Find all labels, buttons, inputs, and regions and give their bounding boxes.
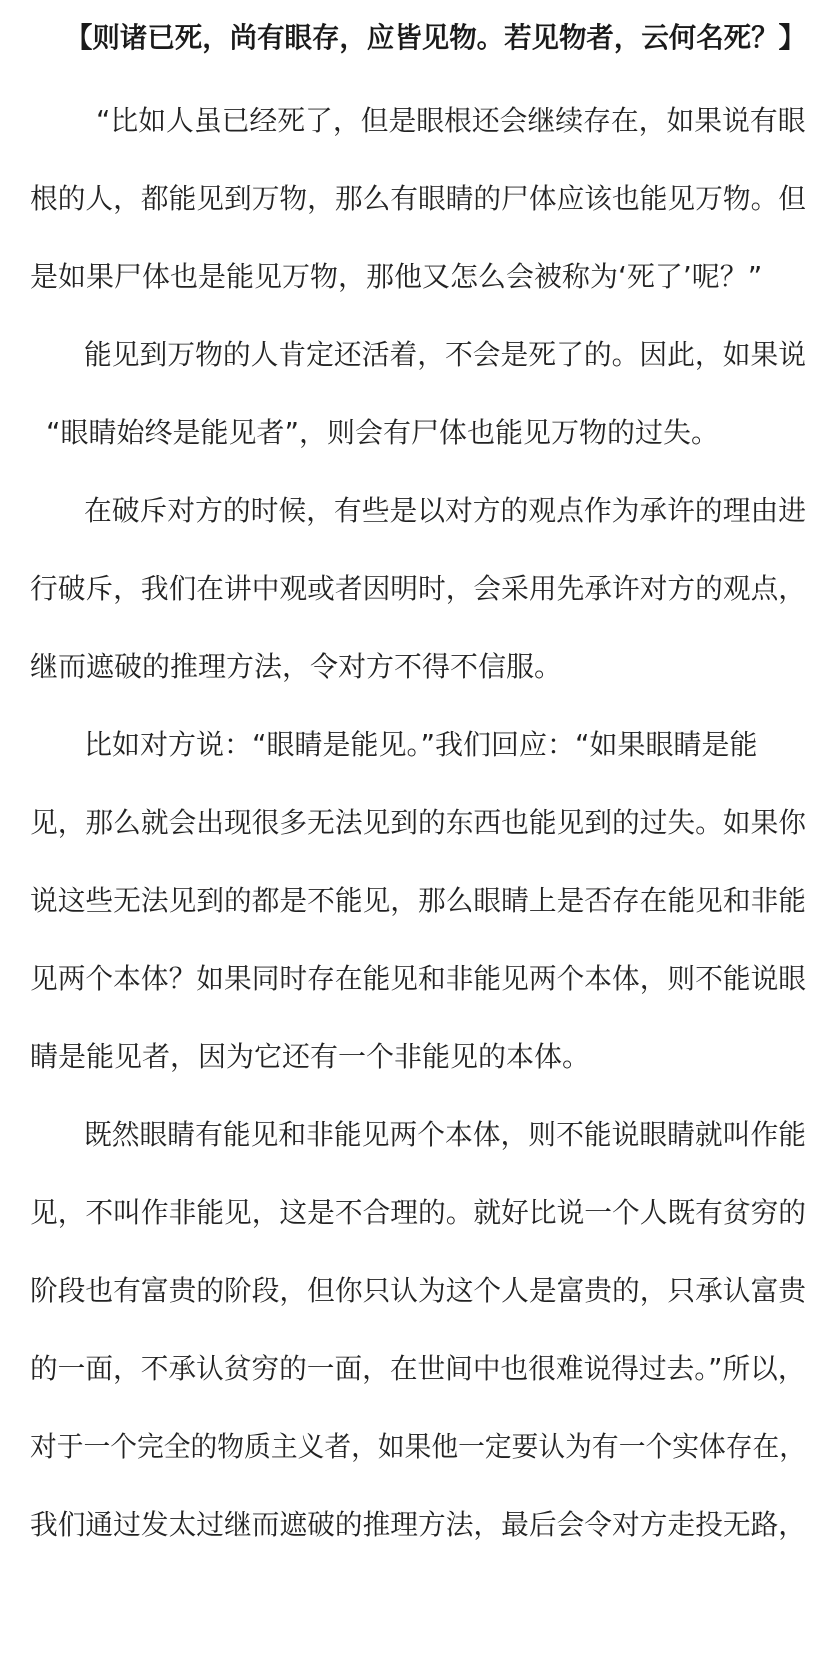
paragraph-line: 能见到万物的人肯定还活着，不会是死了的。因此，如果说: [84, 338, 807, 371]
section-heading: 【则诸已死，尚有眼存，应皆见物。若见物者，云何名死？】: [64, 21, 806, 54]
paragraph-line: 比如对方说：“眼睛是能见。”我们回应：“如果眼睛是能: [84, 728, 758, 761]
paragraph-line: 阶段也有富贵的阶段，但你只认为这个人是富贵的，只承认富贵: [30, 1274, 807, 1307]
paragraph-line: 睛是能见者，因为它还有一个非能见的本体。: [30, 1040, 591, 1073]
paragraph-line: “眼睛始终是能见者”，则会有尸体也能见万物的过失。: [46, 416, 720, 449]
paragraph-line: 说这些无法见到的都是不能见，那么眼睛上是否存在能见和非能: [30, 884, 807, 917]
paragraph-line: 在破斥对方的时候，有些是以对方的观点作为承许的理由进: [84, 494, 807, 527]
paragraph-line: 的一面，不承认贫穷的一面，在世间中也很难说得过去。”所以，: [30, 1352, 806, 1385]
paragraph-line: “比如人虽已经死了，但是眼根还会继续存在，如果说有眼: [96, 104, 806, 137]
paragraph-line: 行破斥，我们在讲中观或者因明时，会采用先承许对方的观点，: [30, 572, 807, 605]
paragraph-line: 既然眼睛有能见和非能见两个本体，则不能说眼睛就叫作能: [84, 1118, 807, 1151]
paragraph-line: 见，不叫作非能见，这是不合理的。就好比说一个人既有贫穷的: [30, 1196, 807, 1229]
paragraph-line: 根的人，都能见到万物，那么有眼睛的尸体应该也能见万物。但: [30, 182, 807, 215]
paragraph-line: 对于一个完全的物质主义者，如果他一定要认为有一个实体存在，: [30, 1430, 807, 1463]
paragraph-line: 继而遮破的推理方法，令对方不得不信服。: [30, 650, 563, 683]
paragraph-line: 见两个本体？如果同时存在能见和非能见两个本体，则不能说眼: [30, 962, 807, 995]
paragraph-line: 是如果尸体也是能见万物，那他又怎么会被称为‘死了’呢？”: [30, 260, 763, 293]
paragraph-line: 见，那么就会出现很多无法见到的东西也能见到的过失。如果你: [30, 806, 807, 839]
paragraph-line: 我们通过发太过继而遮破的推理方法，最后会令对方走投无路，: [30, 1508, 807, 1541]
